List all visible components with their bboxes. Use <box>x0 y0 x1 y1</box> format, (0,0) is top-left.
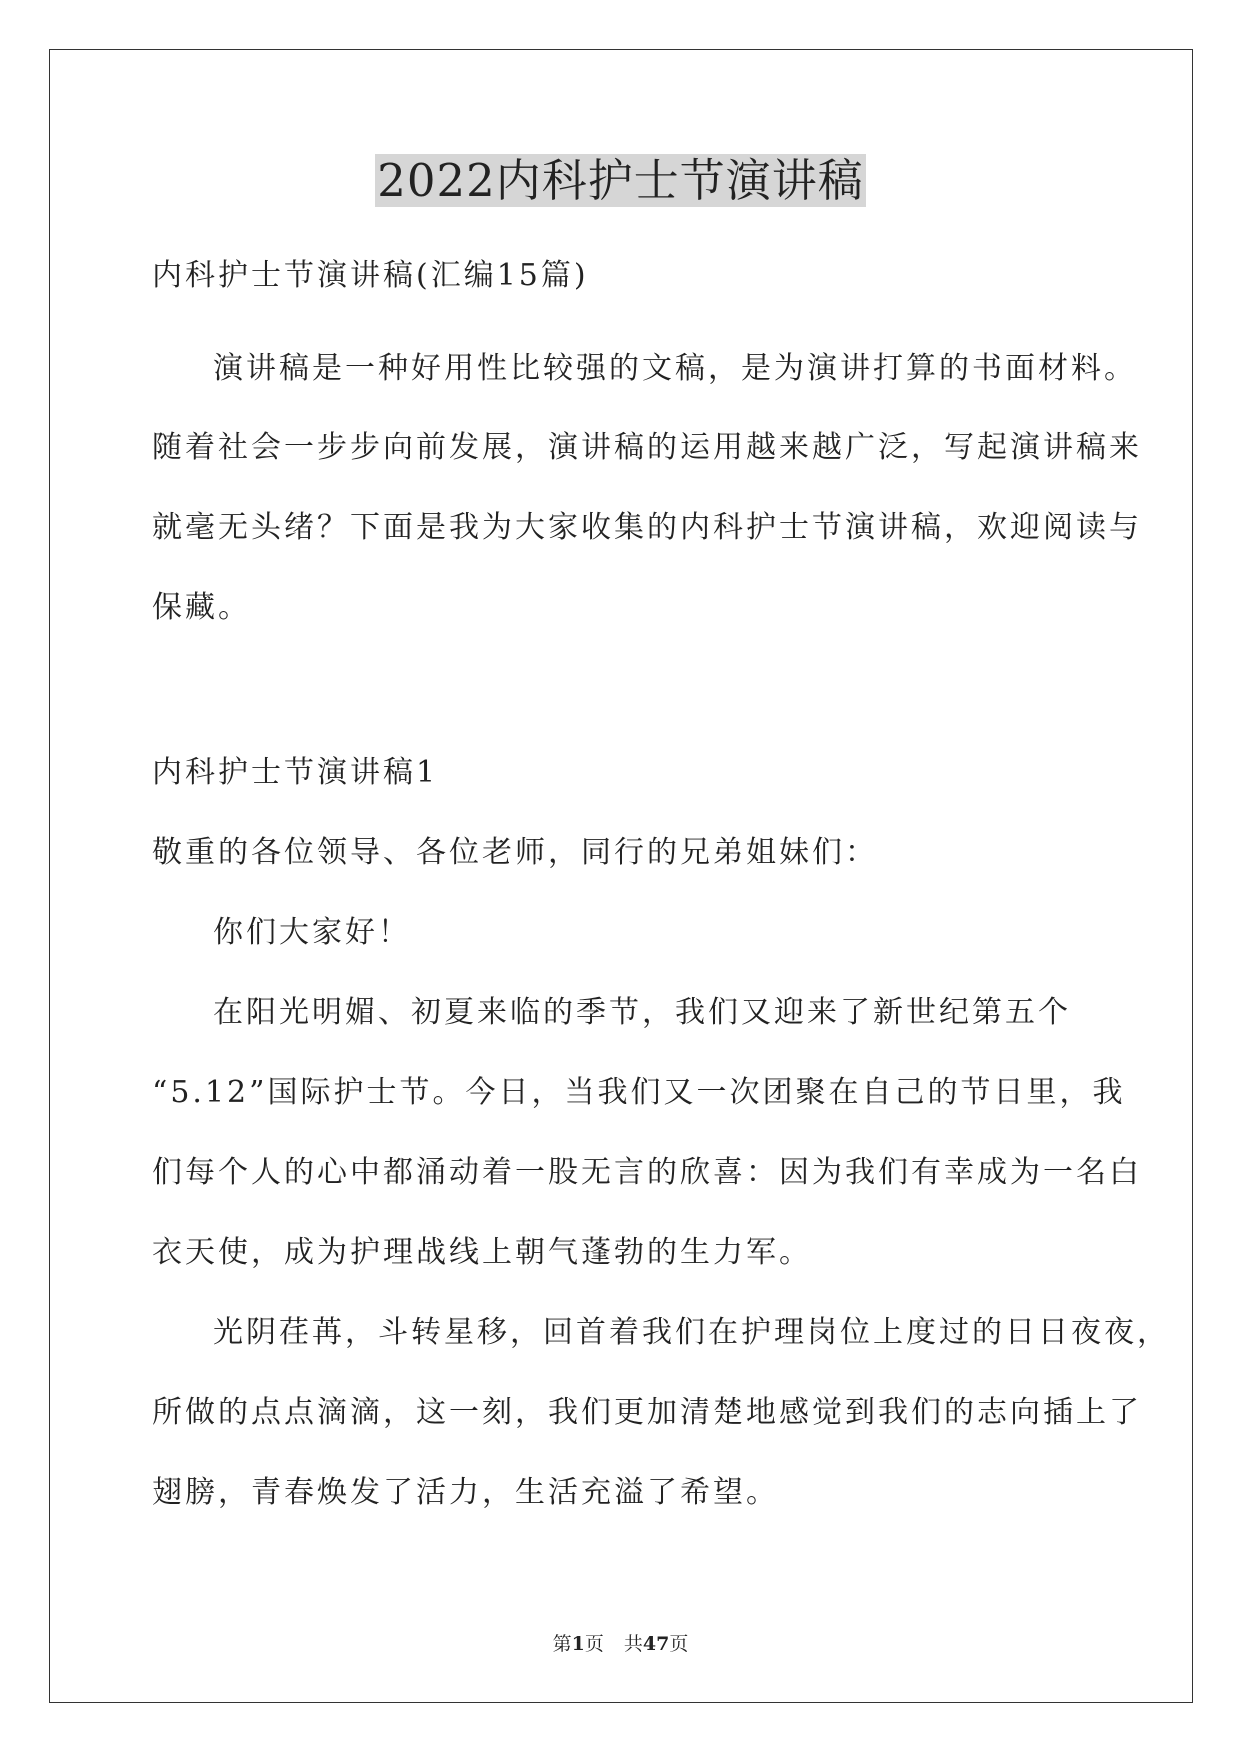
paragraph-line: 随着社会一步步向前发展，演讲稿的运用越来越广泛，写起演讲稿来 <box>152 430 1142 465</box>
salutation-line: 敬重的各位领导、各位老师，同行的兄弟姐妹们： <box>152 835 878 870</box>
total-prefix: 共 <box>623 1633 643 1655</box>
paragraph-line: “5.12”国际护士节。今日，当我们又一次团聚在自己的节日里，我 <box>152 1075 1126 1110</box>
paragraph-line: 衣天使，成为护理战线上朝气蓬勃的生力军。 <box>152 1235 812 1270</box>
document-title-text: 2022内科护士节演讲稿 <box>377 154 864 207</box>
total-suffix: 页 <box>669 1633 689 1655</box>
document-title <box>0 150 1241 212</box>
section-heading: 内科护士节演讲稿1 <box>152 755 439 790</box>
paragraph-line: 所做的点点滴滴，这一刻，我们更加清楚地感觉到我们的志向插上了 <box>152 1395 1142 1430</box>
page-prefix: 第 <box>552 1633 572 1655</box>
page-footer <box>0 1632 1241 1656</box>
paragraph-line: 翅膀，青春焕发了活力，生活充溢了希望。 <box>152 1475 779 1510</box>
paragraph-line: 演讲稿是一种好用性比较强的文稿，是为演讲打算的书面材料。 <box>213 351 1137 386</box>
total-pages: 47 <box>642 1633 670 1655</box>
subtitle-line: 内科护士节演讲稿(汇编15篇) <box>152 258 589 293</box>
paragraph-line: 在阳光明媚、初夏来临的季节，我们又迎来了新世纪第五个 <box>213 995 1071 1030</box>
paragraph-line: 光阴荏苒，斗转星移，回首着我们在护理岗位上度过的日日夜夜， <box>213 1315 1170 1350</box>
page-border <box>49 49 1193 1703</box>
paragraph-line: 就毫无头绪？下面是我为大家收集的内科护士节演讲稿，欢迎阅读与 <box>152 510 1142 545</box>
paragraph-line: 保藏。 <box>152 590 251 625</box>
paragraph-line: 们每个人的心中都涌动着一股无言的欣喜：因为我们有幸成为一名白 <box>152 1155 1142 1190</box>
page-number: 1 <box>571 1633 585 1655</box>
page-suffix: 页 <box>584 1633 604 1655</box>
greeting-line: 你们大家好！ <box>213 915 411 950</box>
